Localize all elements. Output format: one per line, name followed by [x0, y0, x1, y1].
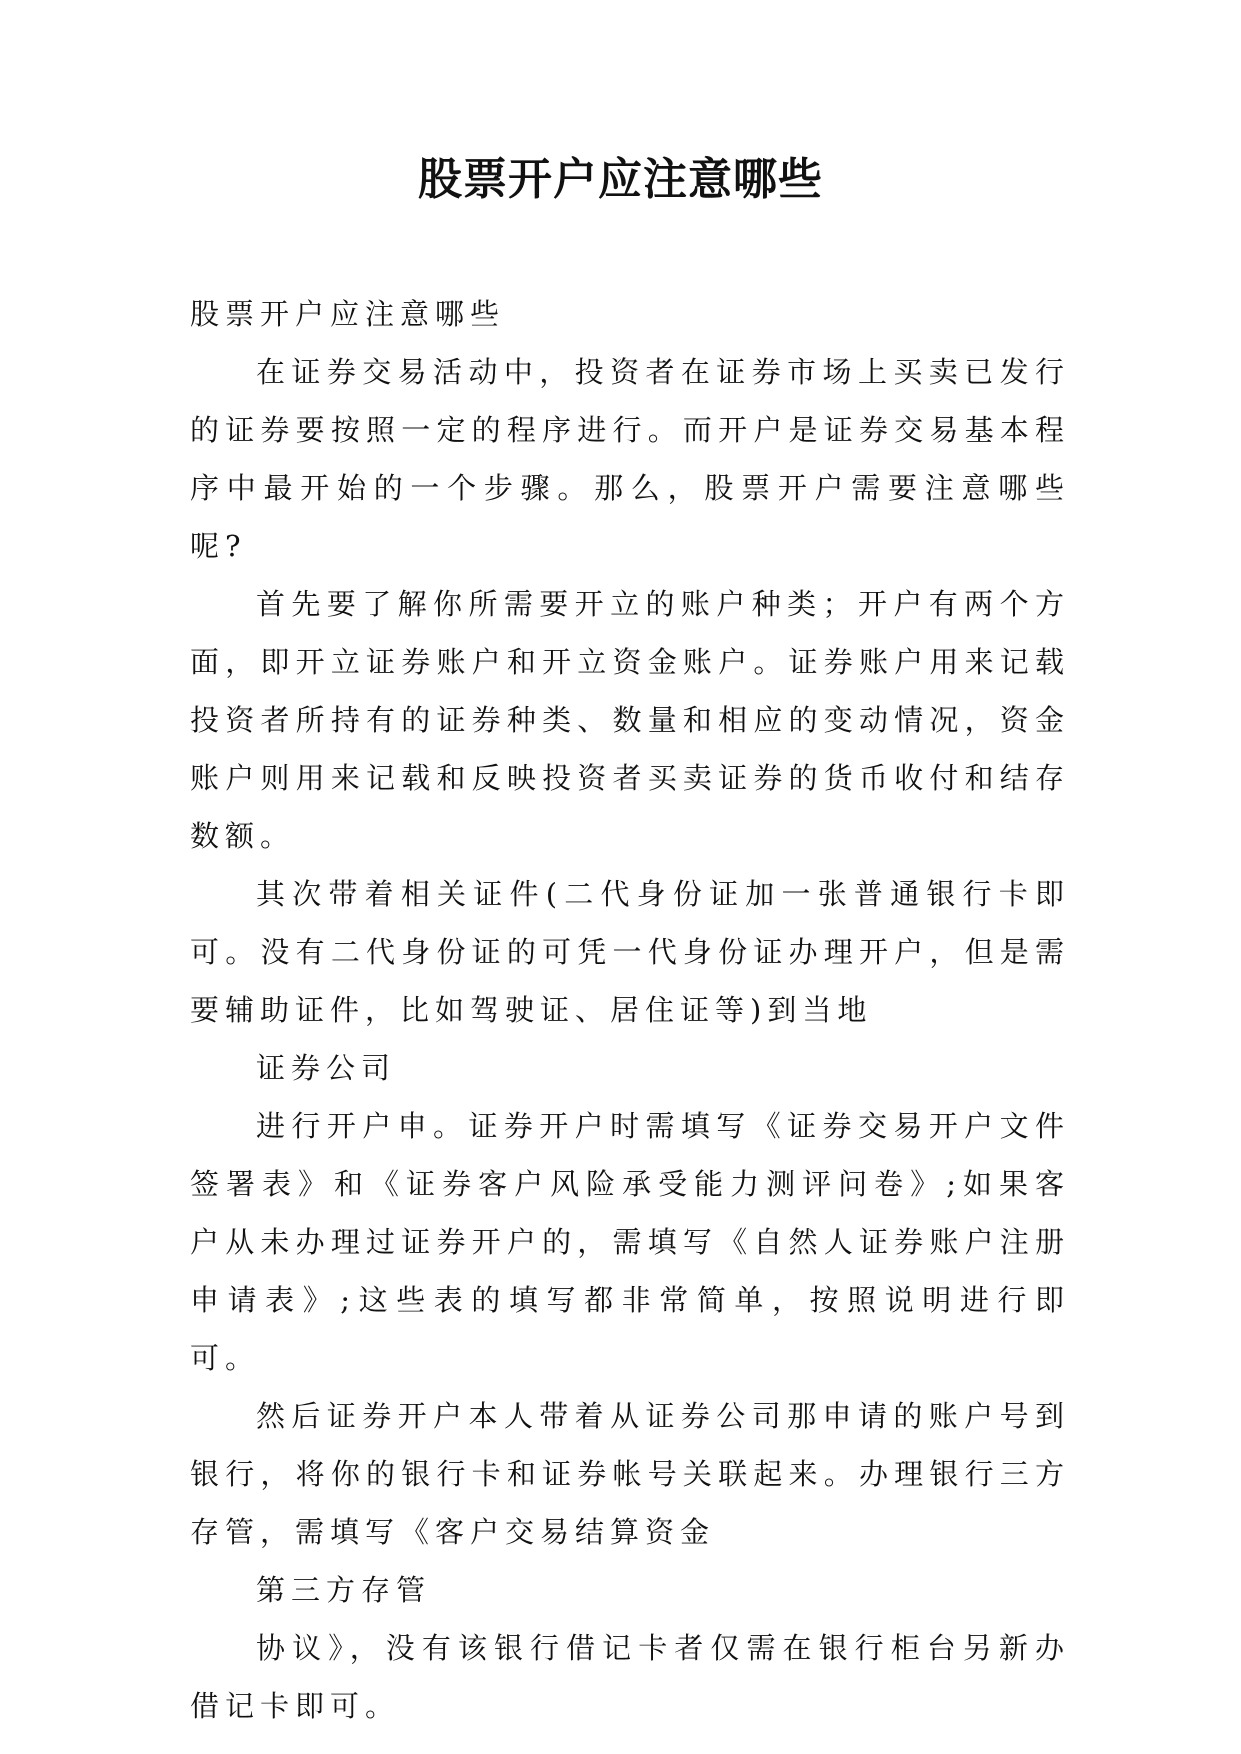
paragraph-documents: 其次带着相关证件(二代身份证加一张普通银行卡即可。没有二代身份证的可凭一代身份证办理开户，但是需要辅助证件，比如驾驶证、居住证等)到当地 — [190, 877, 1070, 1027]
paragraph-agreement: 协议》，没有该银行借记卡者仅需在银行柜台另新办借记卡即可。 — [190, 1631, 1070, 1723]
paragraph-bank-link: 然后证券开户本人带着从证券公司那申请的账户号到银行，将你的银行卡和证券帐号关联起来。办理银行三方存管，需填写《客户交易结算资金 — [190, 1399, 1070, 1549]
document-body — [190, 285, 1070, 1735]
paragraph-intro: 在证券交易活动中，投资者在证券市场上买卖已发行的证券要按照一定的程序进行。而开户是证券交易基本程序中最开始的一个步骤。那么，股票开户需要注意哪些呢? — [190, 355, 1070, 563]
paragraph-third-party: 第三方存管 — [256, 1573, 432, 1607]
document-title: 股票开户应注意哪些 — [418, 154, 823, 205]
paragraph-account-types: 首先要了解你所需要开立的账户种类；开户有两个方面，即开立证券账户和开立资金账户。证券账户用来记载投资者所持有的证券种类、数量和相应的变动情况，资金账户则用来记载和反映投资者买卖证券的货币收付和结存数额。 — [190, 587, 1070, 853]
paragraph-securities-company: 证券公司 — [256, 1051, 397, 1085]
body-heading: 股票开户应注意哪些 — [190, 297, 506, 331]
paragraph-forms: 进行开户申。证券开户时需填写《证券交易开户文件签署表》和《证券客户风险承受能力测评问卷》;如果客户从未办理过证券开户的，需填写《自然人证券账户注册申请表》;这些表的填写都非常简单，按照说明进行即可。 — [190, 1109, 1070, 1375]
